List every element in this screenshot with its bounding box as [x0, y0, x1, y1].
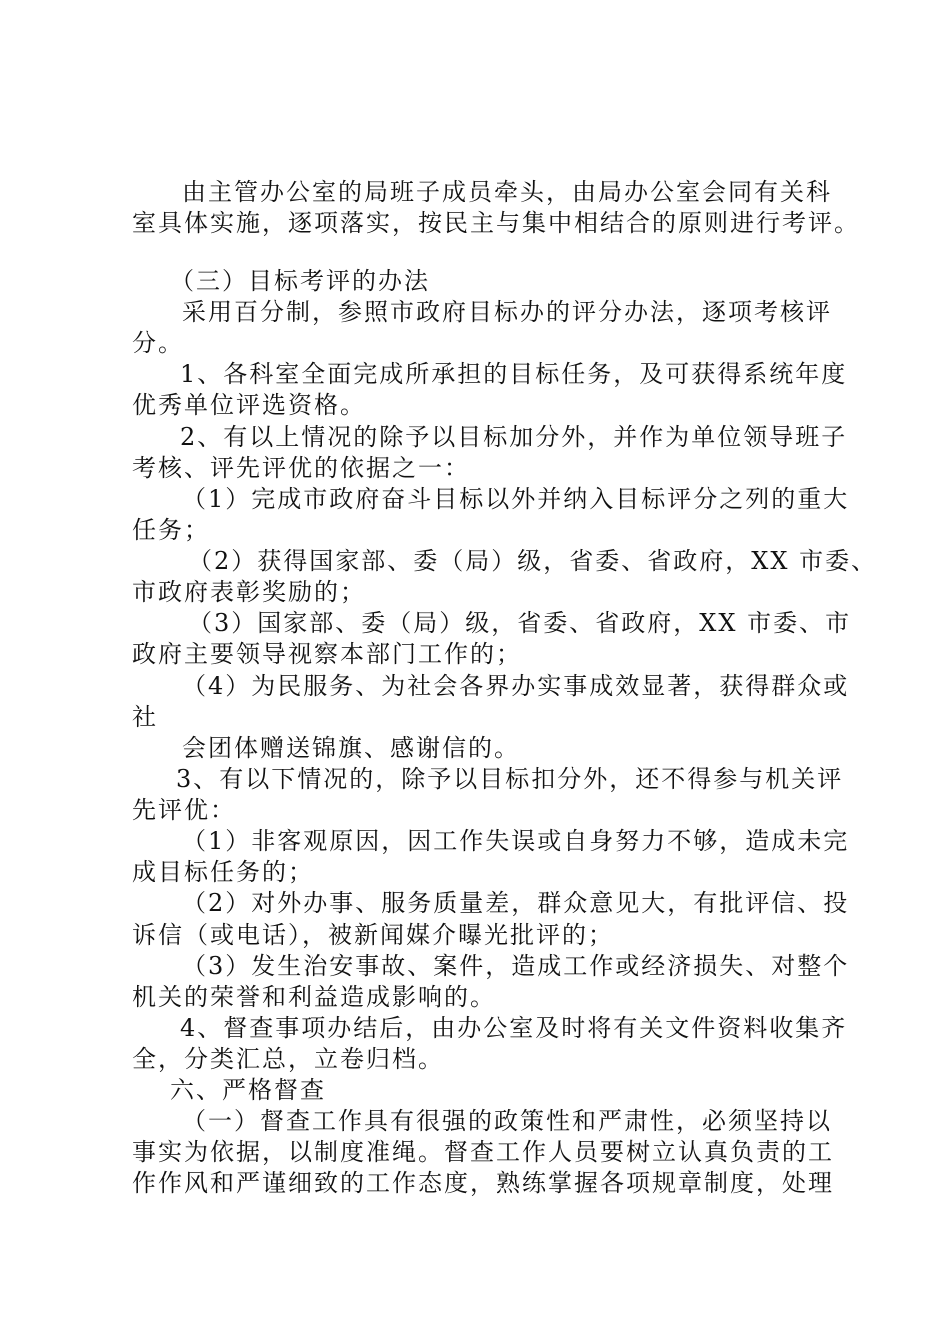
text-line: 机关的荣誉和利益造成影响的。 — [132, 983, 496, 1011]
text-line: 诉信（或电话），被新闻媒介曝光批评的； — [132, 921, 614, 949]
text-line: 1、各科室全面完成所承担的目标任务，及可获得系统年度 — [180, 360, 848, 388]
text-line: 室具体实施，逐项落实，按民主与集中相结合的原则进行考评。 — [132, 209, 860, 237]
text-line: 分。 — [132, 329, 184, 357]
section-heading: （三）目标考评的办法 — [170, 267, 430, 295]
text-line: （1）非客观原因，因工作失误或自身努力不够，造成未完 — [182, 827, 850, 855]
text-line: 优秀单位评选资格。 — [132, 391, 366, 419]
text-line: 作作风和严谨细致的工作态度，熟练掌握各项规章制度，处理 — [132, 1169, 834, 1197]
text-line: 任务； — [132, 516, 210, 544]
text-line: （2）对外办事、服务质量差，群众意见大，有批评信、投 — [182, 889, 850, 917]
text-line: （1）完成市政府奋斗目标以外并纳入目标评分之列的重大 — [182, 485, 850, 513]
text-line: （3）国家部、委（局）级，省委、省政府，XX 市委、市 — [188, 609, 852, 637]
text-line: （4）为民服务、为社会各界办实事成效显著，获得群众或 — [182, 672, 850, 700]
text-line: （3）发生治安事故、案件，造成工作或经济损失、对整个 — [182, 952, 850, 980]
text-line: 市政府表彰奖励的； — [132, 578, 366, 606]
text-line: 采用百分制，参照市政府目标办的评分办法，逐项考核评 — [182, 298, 832, 326]
text-line: （一）督查工作具有很强的政策性和严肃性，必须坚持以 — [182, 1107, 832, 1135]
text-line: 全，分类汇总，立卷归档。 — [132, 1045, 444, 1073]
text-line: 4、督查事项办结后，由办公室及时将有关文件资料收集齐 — [180, 1014, 848, 1042]
text-line: 先评优： — [132, 796, 236, 824]
text-line: 社 — [132, 703, 158, 731]
text-line: 由主管办公室的局班子成员牵头，由局办公室会同有关科 — [182, 178, 832, 206]
text-line: （2）获得国家部、委（局）级，省委、省政府，XX 市委、 — [188, 547, 878, 575]
text-line: 事实为依据，以制度准绳。督查工作人员要树立认真负责的工 — [132, 1138, 834, 1166]
text-line: 政府主要领导视察本部门工作的； — [132, 640, 522, 668]
text-line: 成目标任务的； — [132, 858, 314, 886]
section-heading: 六、严格督查 — [170, 1076, 326, 1104]
text-line: 3、有以下情况的，除予以目标扣分外，还不得参与机关评 — [176, 765, 844, 793]
text-line: 会团体赠送锦旗、感谢信的。 — [182, 734, 520, 762]
text-line: 考核、评先评优的依据之一： — [132, 454, 470, 482]
text-line: 2、有以上情况的除予以目标加分外，并作为单位领导班子 — [180, 423, 848, 451]
